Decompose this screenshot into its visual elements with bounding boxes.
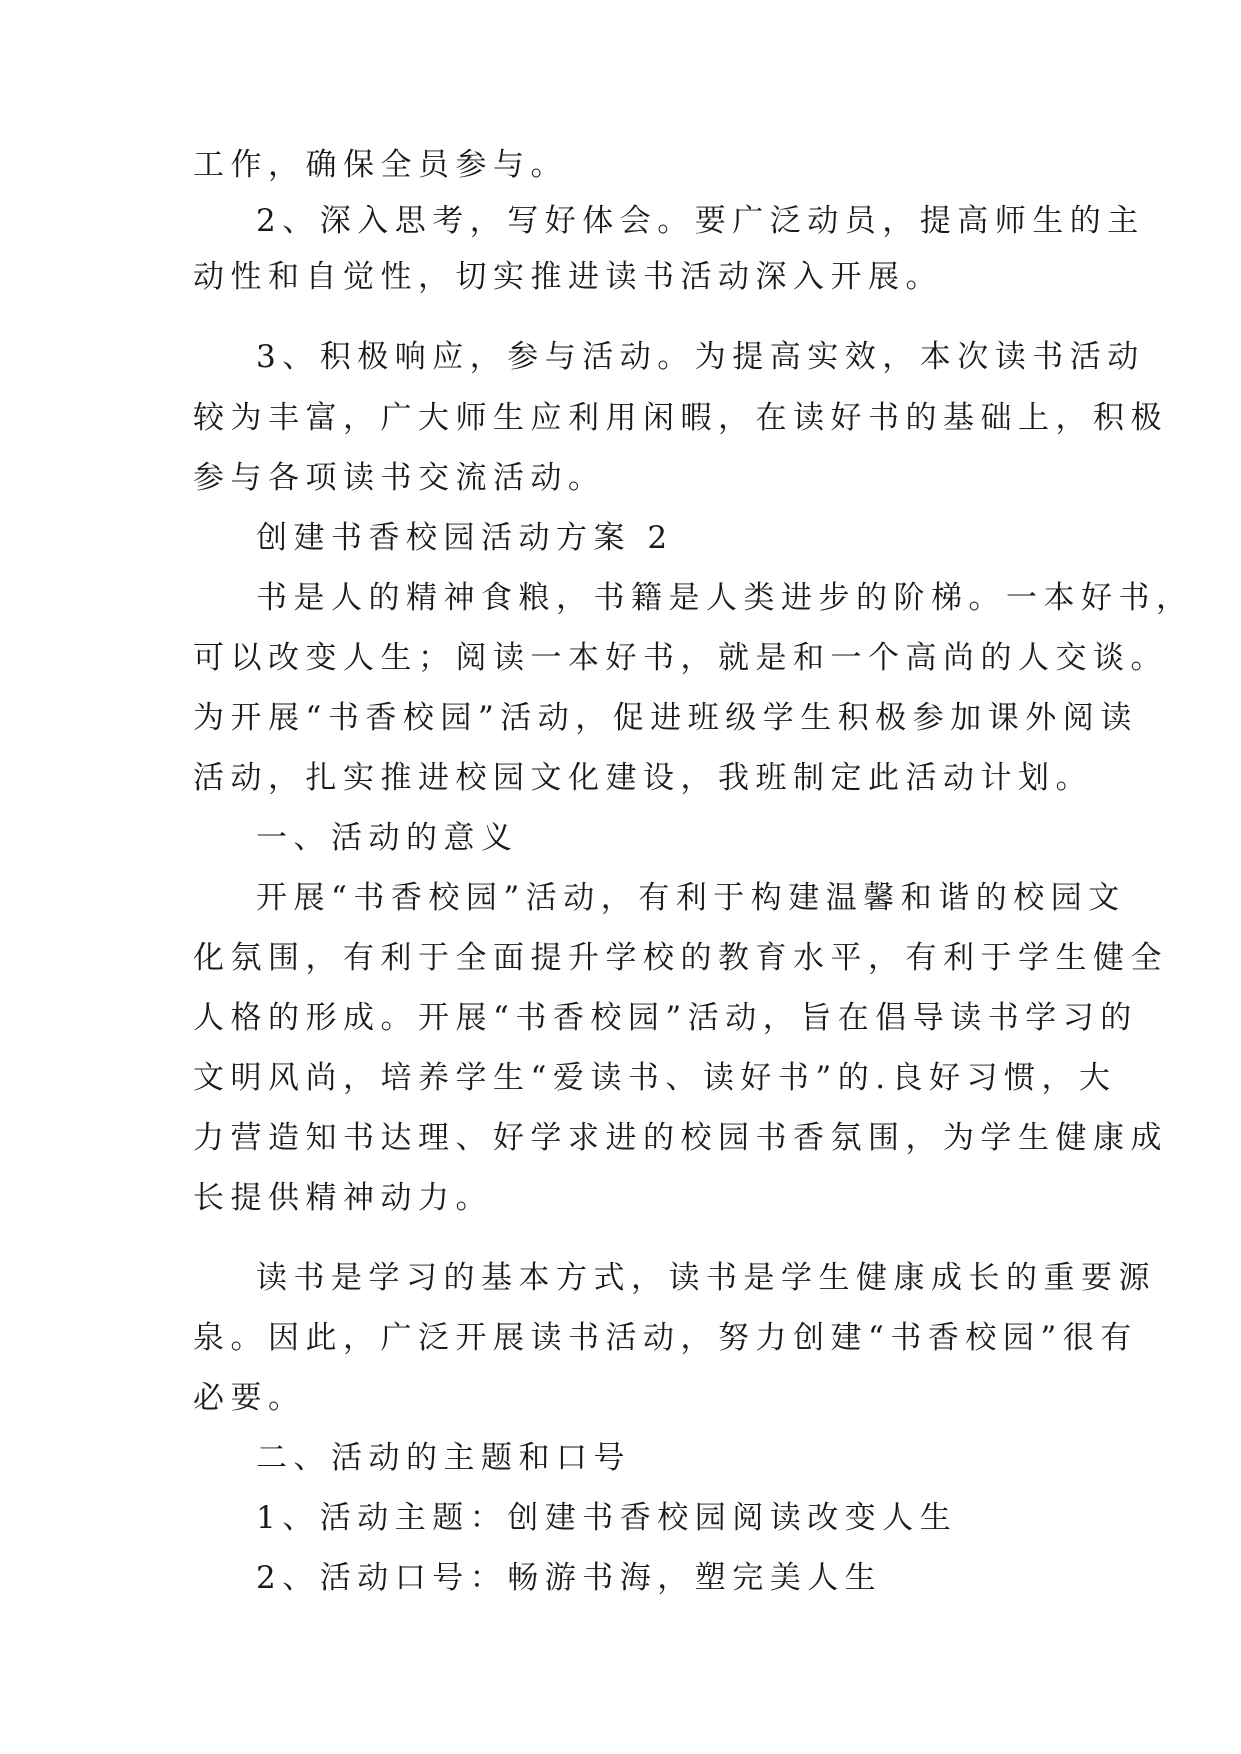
text-line: 人格的形成。开展“书香校园”活动，旨在倡导读书学习的 (193, 1000, 1138, 1036)
text-line: 1、活动主题：创建书香校园阅读改变人生 (256, 1500, 958, 1536)
text-line: 化氛围，有利于全面提升学校的教育水平，有利于学生健全 (193, 940, 1168, 976)
text-line: 活动，扎实推进校园文化建设，我班制定此活动计划。 (193, 760, 1093, 796)
section-heading: 一、活动的意义 (256, 820, 519, 856)
section-heading: 二、活动的主题和口号 (256, 1440, 631, 1476)
text-line: 可以改变人生；阅读一本好书，就是和一个高尚的人交谈。 (193, 640, 1168, 676)
text-line: 泉。因此，广泛开展读书活动，努力创建“书香校园”很有 (193, 1320, 1138, 1356)
text-line: 动性和自觉性，切实推进读书活动深入开展。 (193, 259, 943, 295)
text-line: 文明风尚，培养学生“爱读书、读好书”的.良好习惯，大 (193, 1060, 1117, 1096)
text-line: 较为丰富，广大师生应利用闲暇，在读好书的基础上，积极 (193, 400, 1168, 436)
text-line: 3、积极响应，参与活动。为提高实效，本次读书活动 (256, 339, 1145, 375)
text-line: 长提供精神动力。 (193, 1180, 493, 1216)
section-heading: 创建书香校园活动方案 2 (256, 520, 674, 556)
text-line: 2、深入思考，写好体会。要广泛动员，提高师生的主 (256, 203, 1145, 239)
text-line: 读书是学习的基本方式，读书是学生健康成长的重要源 (256, 1260, 1156, 1296)
text-line: 2、活动口号：畅游书海，塑完美人生 (256, 1560, 883, 1596)
text-line: 力营造知书达理、好学求进的校园书香氛围，为学生健康成 (193, 1120, 1168, 1156)
text-line: 书是人的精神食粮，书籍是人类进步的阶梯。一本好书， (256, 580, 1194, 616)
text-line: 开展“书香校园”活动，有利于构建温馨和谐的校园文 (256, 880, 1126, 916)
text-line: 参与各项读书交流活动。 (193, 460, 606, 496)
text-line: 为开展“书香校园”活动，促进班级学生积极参加课外阅读 (193, 700, 1138, 736)
text-line: 必要。 (193, 1380, 306, 1416)
text-line: 工作，确保全员参与。 (193, 147, 568, 183)
